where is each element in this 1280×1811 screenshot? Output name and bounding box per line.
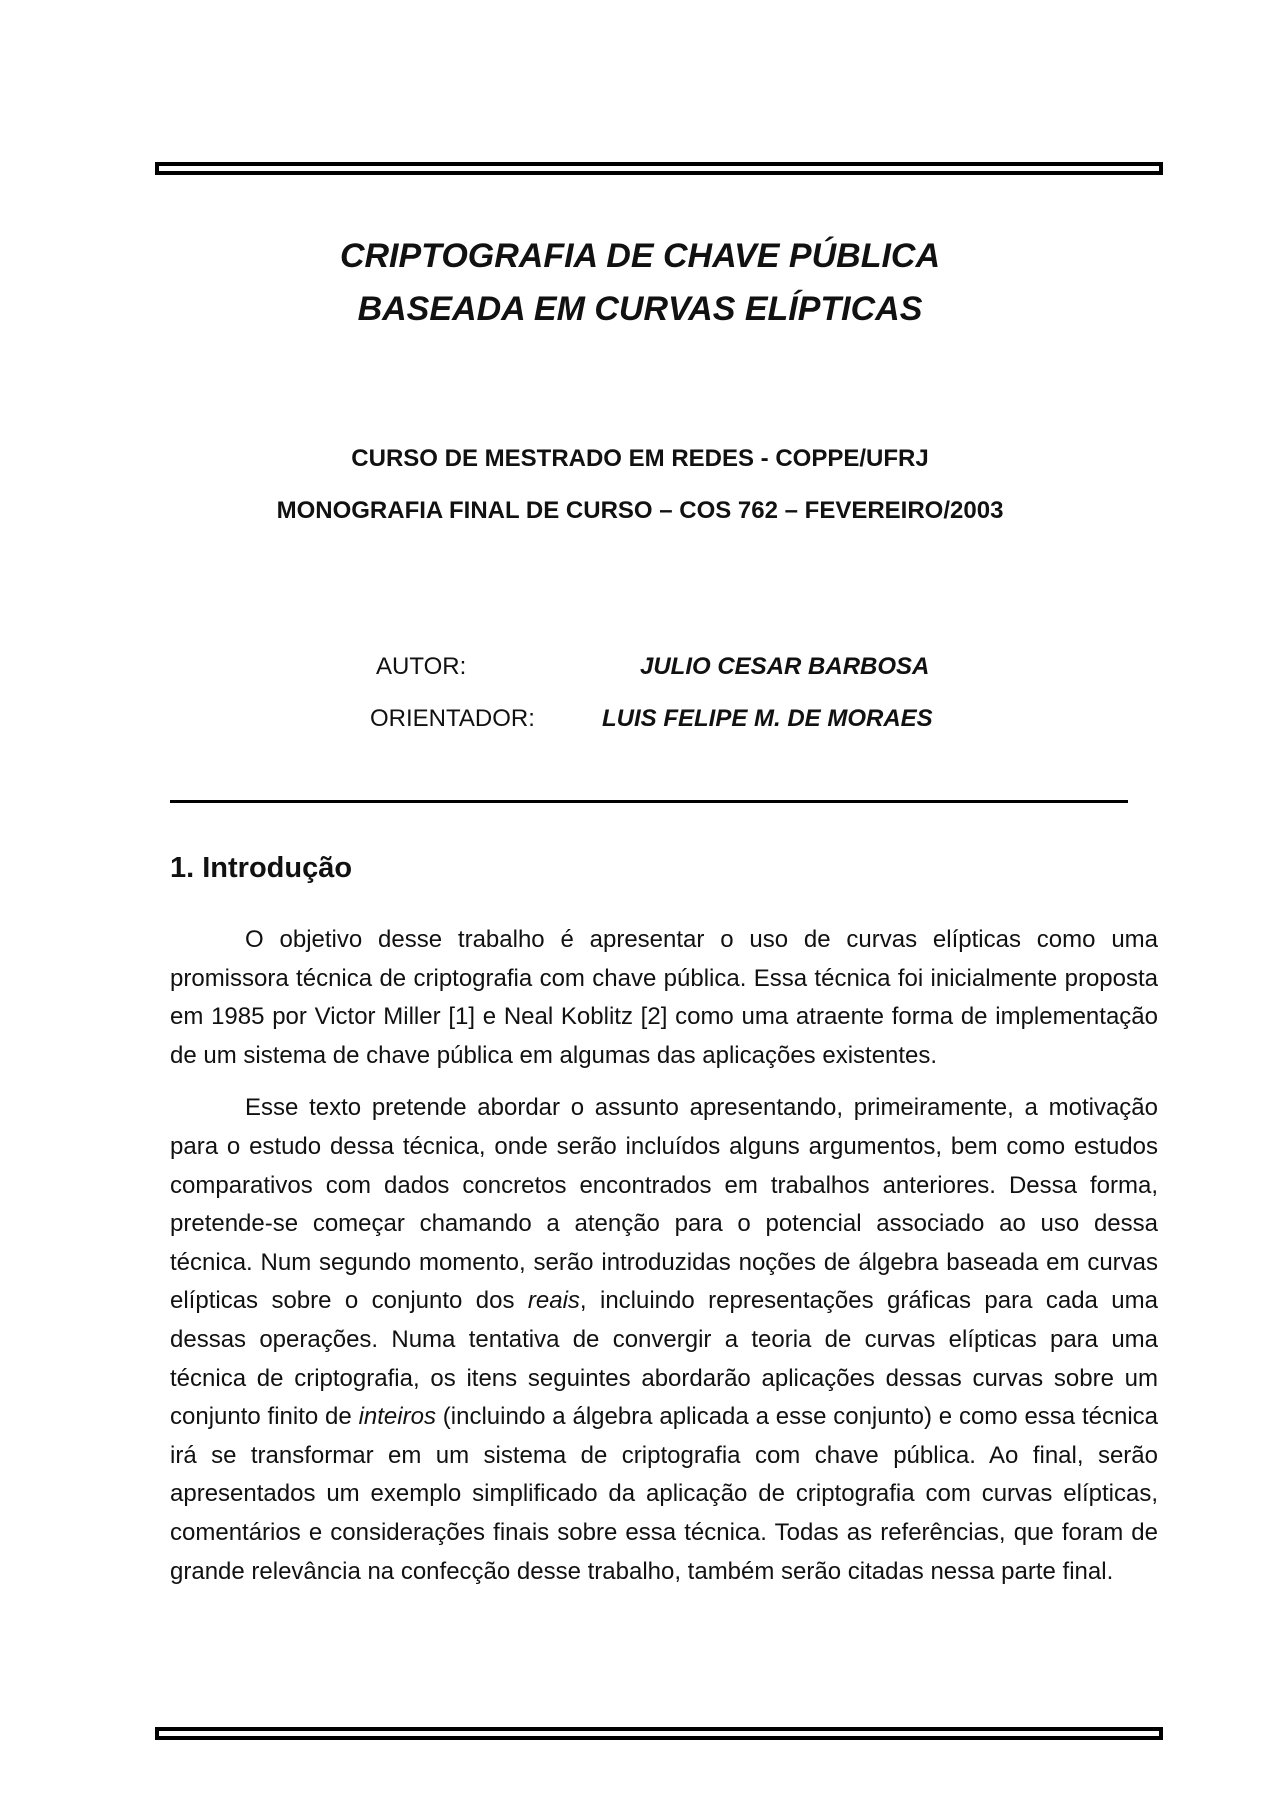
- advisor-label: ORIENTADOR:: [370, 705, 535, 732]
- top-border-bar: [155, 162, 1163, 175]
- monograph-line: MONOGRAFIA FINAL DE CURSO – COS 762 – FEVEREIRO/2003: [276, 497, 1004, 524]
- body-text: [170, 921, 1158, 1605]
- paragraph-2-part-3: (incluindo a álgebra aplicada a esse conjunto) e como essa técnica irá se transformar em um sistema de criptografia com chave pública. Ao final, serão apresentados um exemplo simplificado da aplicação de criptografia com curvas elípticas, comentários e considerações finais sobre essa técnica. Todas as referências, que foram de grande relevância na confecção desse trabalho, também serão citadas nessa parte final.: [170, 1403, 1158, 1585]
- paragraph-2-emphasis-reais: reais: [527, 1287, 580, 1315]
- bottom-border-bar: [155, 1727, 1163, 1740]
- paragraph-2-emphasis-inteiros: inteiros: [358, 1403, 436, 1431]
- paragraph-2-part-2: , incluindo representações gráficas para cada uma dessas operações. Numa tentativa de convergir a teoria de curvas elípticas para uma técnica de criptografia, os itens seguintes abordarão aplicações dessas curvas sobre um conjunto finito de: [170, 1287, 1158, 1431]
- section-divider: [170, 800, 1128, 803]
- paragraph-2-part-1: Esse texto pretende abordar o assunto apresentando, primeiramente, a motivação para o estudo dessa técnica, onde serão incluídos alguns argumentos, bem como estudos comparativos com dados concretos encontrados em trabalhos anteriores. Dessa forma, pretende-se começar chamando a atenção para o potencial associado ao uso dessa técnica. Num segundo momento, serão introduzidas noções de álgebra baseada em curvas elípticas sobre o conjunto dos: [170, 1094, 1158, 1315]
- title-line-1: CRIPTOGRAFIA DE CHAVE PÚBLICA: [339, 237, 941, 275]
- paragraph-2: [170, 1089, 1158, 1591]
- title-line-2: BASEADA EM CURVAS ELÍPTICAS: [357, 290, 923, 328]
- advisor-name: LUIS FELIPE M. DE MORAES: [602, 705, 933, 732]
- paragraph-1: O objetivo desse trabalho é apresentar o uso de curvas elípticas como uma promissora técnica de criptografia com chave pública. Essa técnica foi inicialmente proposta em 1985 por Victor Miller [1] e Neal Koblitz [2] como uma atraente forma de implementação de um sistema de chave pública em algumas das aplicações existentes.: [170, 926, 1158, 1069]
- author-name: JULIO CESAR BARBOSA: [640, 653, 930, 680]
- document-title: [0, 230, 1280, 336]
- author-label: AUTOR:: [376, 653, 467, 680]
- course-line: CURSO DE MESTRADO EM REDES - COPPE/UFRJ: [351, 445, 929, 472]
- section-heading-introduction: 1. Introdução: [170, 852, 353, 884]
